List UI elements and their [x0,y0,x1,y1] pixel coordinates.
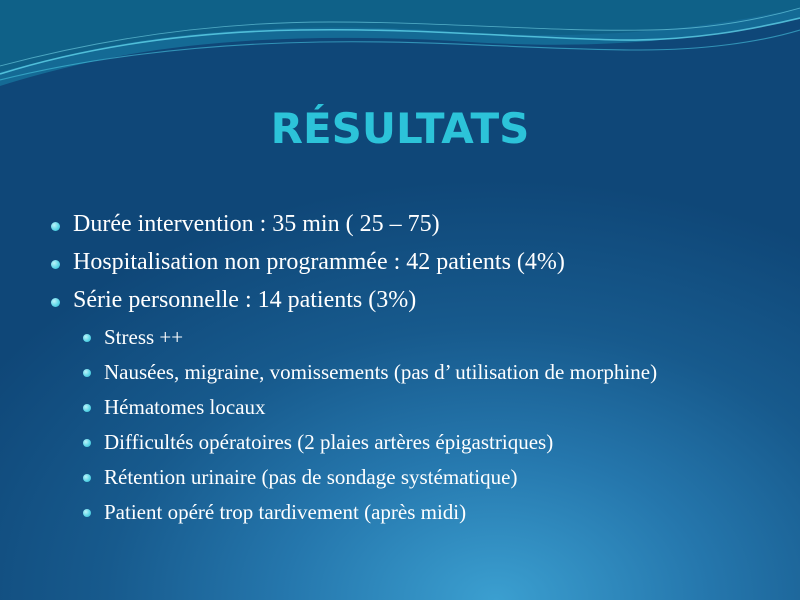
sub-bullet-item [81,394,750,420]
bullet-dot-icon [51,260,60,269]
bullet-dot-icon [51,222,60,231]
sub-bullet-item [81,499,750,525]
bullet-item [50,248,750,277]
sub-bullet-text: Nausées, migraine, vomissements (pas d’ utilisation de morphine) [104,360,658,384]
bullet-text: Hospitalisation non programmée : 42 patients (4%) [73,249,565,275]
sub-bullet-text: Rétention urinaire (pas de sondage systématique) [104,465,518,489]
sub-bullet-item [81,464,750,490]
bullet-list [50,210,750,534]
bullet-item [50,210,750,239]
sub-bullet-text: Hématomes locaux [104,395,266,419]
slide-title: RÉSULTATS [270,104,530,153]
sub-bullet-item [81,359,750,385]
bullet-text: Durée intervention : 35 min ( 25 – 75) [73,211,440,237]
bullet-text: Série personnelle : 14 patients (3%) [73,287,417,313]
sub-bullet-dot-icon [83,474,91,482]
bullet-item [50,286,750,315]
sub-bullet-text: Patient opéré trop tardivement (après midi) [104,500,467,524]
sub-bullet-dot-icon [83,439,91,447]
sub-bullet-dot-icon [83,509,91,517]
sub-bullet-dot-icon [83,404,91,412]
sub-bullet-text: Stress ++ [104,325,184,349]
bullet-dot-icon [51,298,60,307]
sub-bullet-dot-icon [83,369,91,377]
sub-bullet-text: Difficultés opératoires (2 plaies artères épigastriques) [104,430,554,454]
sub-bullet-dot-icon [83,334,91,342]
sub-bullet-item [81,429,750,455]
sub-bullet-item [81,324,750,350]
header-wave-decoration [0,0,800,100]
